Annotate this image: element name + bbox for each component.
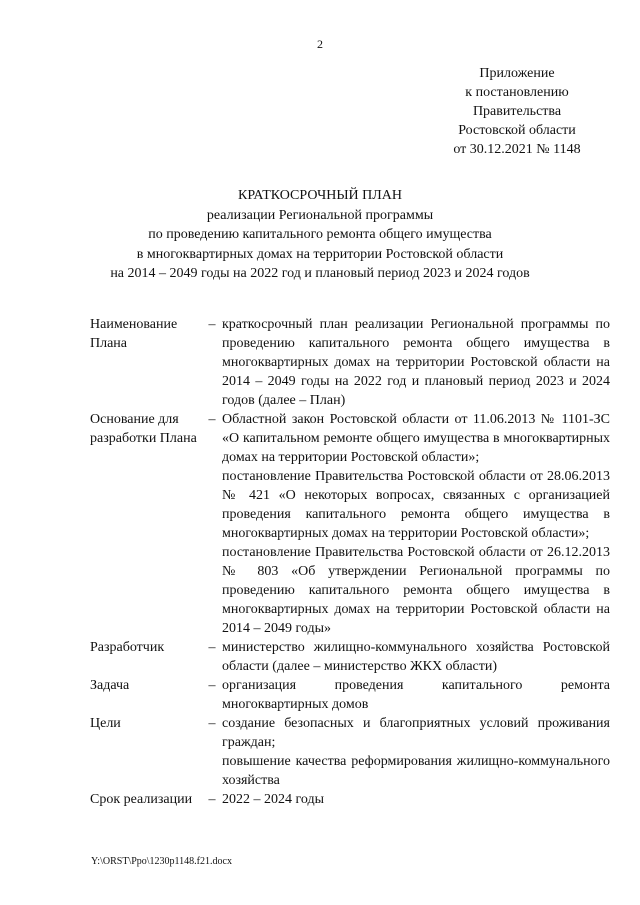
row-paragraph: создание безопасных и благоприятных условий проживания граждан; <box>222 716 610 750</box>
row-value <box>222 410 610 638</box>
row-dash: – <box>208 678 216 693</box>
appendix-line: Приложение <box>479 66 555 81</box>
appendix-line: от 30.12.2021 № 1148 <box>453 142 581 157</box>
row-paragraph: 2022 – 2024 годы <box>222 792 325 807</box>
appendix-line: к постановлению <box>465 85 569 100</box>
appendix-line: Ростовской области <box>458 123 576 138</box>
row-paragraph: Областной закон Ростовской области от 11.06.2013 № 1101-ЗС «О капитальном ремонте общего имущества в многоквартирных домах на территории Ростовской области»; <box>222 412 610 465</box>
row-dash: – <box>208 716 216 731</box>
row-paragraph: краткосрочный план реализации Региональной программы по проведению капитального ремонта общего имущества в многоквартирных домах на территории Ростовской области на 2014 – 2049 годы на 2022 год и плановый период 2023 и 2024 годов (далее – План) <box>222 317 610 408</box>
row-developer <box>90 638 610 676</box>
row-paragraph: организация проведения капитального ремонта многоквартирных домов <box>222 678 610 712</box>
row-label: Срок реализации <box>90 792 193 807</box>
row-paragraph: повышение качества реформирования жилищно-коммунального хозяйства <box>222 754 610 788</box>
row-label: Задача <box>90 678 130 693</box>
row-value <box>222 315 610 410</box>
row-task <box>90 676 610 714</box>
title-line: по проведению капитального ремонта общего имущества <box>148 227 492 242</box>
row-label: Наименование Плана <box>90 317 178 351</box>
document-title <box>60 186 580 284</box>
appendix-line: Правительства <box>472 104 562 119</box>
row-dash: – <box>208 317 216 332</box>
row-plan-name <box>90 315 610 410</box>
row-dash: – <box>208 640 216 655</box>
title-line: на 2014 – 2049 годы на 2022 год и плановый период 2023 и 2024 годов <box>110 266 530 281</box>
title-heading: КРАТКОСРОЧНЫЙ ПЛАН <box>238 188 402 203</box>
row-paragraph: постановление Правительства Ростовской области от 28.06.2013 № 421 «О некоторых вопросах, связанных с организацией проведения капитального ремонта общего имущества в многоквартирных домах на территории Ростовской области»; <box>222 469 610 541</box>
title-line: реализации Региональной программы <box>206 207 434 223</box>
row-value <box>222 790 610 809</box>
appendix-block <box>450 64 584 159</box>
row-label: Разработчик <box>90 640 165 655</box>
row-dash: – <box>208 792 216 807</box>
row-value <box>222 714 610 790</box>
plan-passport-table <box>90 315 610 809</box>
row-value <box>222 676 610 714</box>
row-goals <box>90 714 610 790</box>
title-line: в многоквартирных домах на территории Ростовской области <box>136 246 504 262</box>
page-number: 2 <box>317 37 323 51</box>
row-label: Цели <box>90 716 121 731</box>
row-dash: – <box>208 412 216 427</box>
row-term <box>90 790 610 809</box>
row-label: Основание для разработки Плана <box>90 412 197 446</box>
row-basis <box>90 410 610 638</box>
row-paragraph: постановление Правительства Ростовской области от 26.12.2013 № 803 «Об утверждении Региональной программы по проведению капитального ремонта общего имущества в многоквартирных домах на территории Ростовской области на 2014 – 2049 годы» <box>222 545 610 636</box>
row-value <box>222 638 610 676</box>
row-paragraph: министерство жилищно-коммунального хозяйства Ростовской области (далее – министерство ЖКХ области) <box>222 640 610 674</box>
footer-file-path: Y:\ORST\Ppo\1230p1148.f21.docx <box>91 856 232 867</box>
